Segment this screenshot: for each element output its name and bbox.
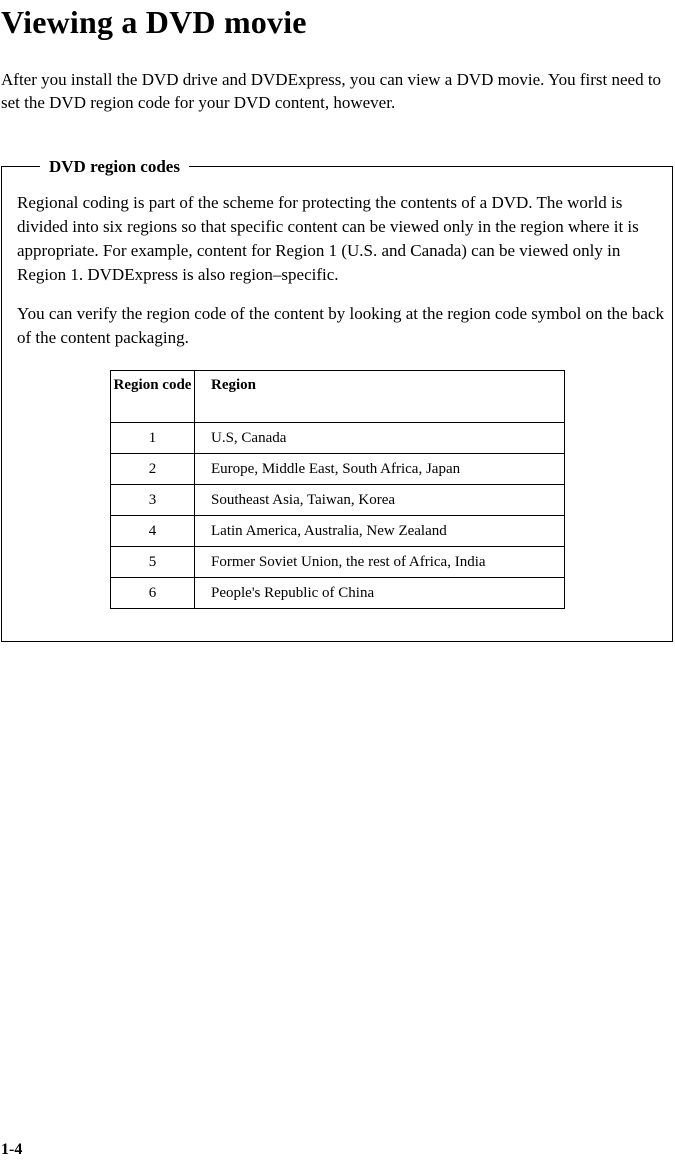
page-title: Viewing a DVD movie xyxy=(1,4,307,40)
intro-paragraph: After you install the DVD drive and DVDExpress, you can view a DVD movie. You first need to set the DVD region code for your DVD content, however. xyxy=(1,70,662,112)
table-row xyxy=(111,578,565,609)
region-name-cell: Latin America, Australia, New Zealand xyxy=(195,516,565,547)
region-codes-table xyxy=(110,370,565,609)
region-code-cell: 3 xyxy=(111,485,195,516)
region-name-cell: Europe, Middle East, South Africa, Japan xyxy=(195,454,565,485)
region-code-cell: 6 xyxy=(111,578,195,609)
table-row xyxy=(111,423,565,454)
region-codes-box xyxy=(1,157,673,642)
page-number: 1-4 xyxy=(1,1141,23,1158)
region-name-cell: Southeast Asia, Taiwan, Korea xyxy=(195,485,565,516)
region-name-cell: U.S, Canada xyxy=(195,423,565,454)
box-title: DVD region codes xyxy=(40,156,189,178)
table-row xyxy=(111,485,565,516)
header-region: Region xyxy=(195,371,565,423)
table-row xyxy=(111,547,565,578)
region-code-cell: 4 xyxy=(111,516,195,547)
region-name-cell: People's Republic of China xyxy=(195,578,565,609)
table-row xyxy=(111,454,565,485)
table-header-row xyxy=(111,371,565,423)
verify-region-paragraph: You can verify the region code of the content by looking at the region code symbol on the back of the content packaging. xyxy=(17,304,664,347)
region-code-cell: 2 xyxy=(111,454,195,485)
region-name-cell: Former Soviet Union, the rest of Africa, India xyxy=(195,547,565,578)
table-row xyxy=(111,516,565,547)
header-region-code: Region code xyxy=(111,371,195,423)
region-code-cell: 1 xyxy=(111,423,195,454)
region-code-cell: 5 xyxy=(111,547,195,578)
regional-coding-paragraph: Regional coding is part of the scheme for protecting the contents of a DVD. The world is divided into six regions so that specific content can be viewed only in the region where it is appropriate. For example, content for Region 1 (U.S. and Canada) can be viewed only in Region 1. DVDExpress is also region–specific. xyxy=(17,193,639,284)
